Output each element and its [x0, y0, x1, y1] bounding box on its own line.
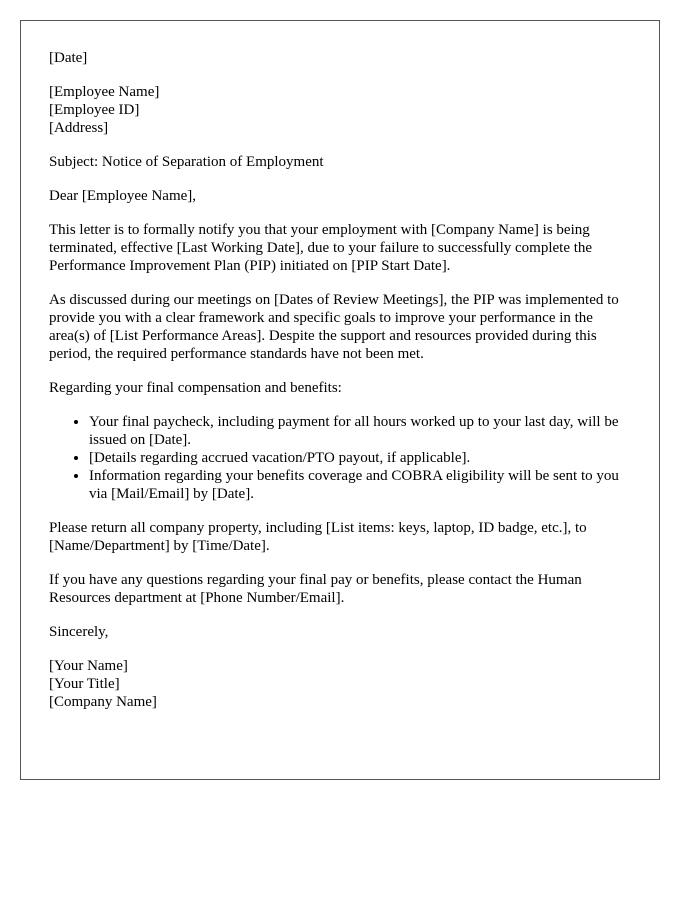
- signer-title: [Your Title]: [49, 676, 120, 692]
- letter-page: [20, 20, 660, 780]
- recipient-id: [Employee ID]: [49, 102, 140, 118]
- closing: Sincerely,: [49, 624, 109, 640]
- compensation-list: [49, 413, 635, 503]
- list-item: • [Details regarding accrued vacation/PTO payout, if applicable].: [89, 449, 635, 467]
- recipient-address: [Address]: [49, 120, 109, 136]
- subject-line: Subject: Notice of Separation of Employment: [49, 154, 324, 170]
- letter-date: [Date]: [49, 50, 88, 66]
- paragraph-questions: If you have any questions regarding your final pay or benefits, please contact the Human Resources department at [Phone Number/Email].: [49, 572, 582, 606]
- paragraph-company-property: Please return all company property, including [List items: keys, laptop, ID badge, etc.], to [Name/Department] by [Time/Date].: [49, 520, 587, 554]
- date-line: [49, 49, 635, 67]
- recipient-block: [49, 83, 635, 137]
- paragraph-compensation-intro: Regarding your final compensation and benefits:: [49, 380, 342, 396]
- letter-body: [49, 49, 635, 727]
- list-item: • Information regarding your benefits coverage and COBRA eligibility will be sent to you via [Mail/Email] by [Date].: [89, 467, 635, 503]
- signer-name: [Your Name]: [49, 658, 128, 674]
- salutation: Dear [Employee Name],: [49, 188, 197, 204]
- signature-block: [49, 657, 635, 711]
- paragraph-termination-notice: This letter is to formally notify you that your employment with [Company Name] is being terminated, effective [Last Working Date], due to your failure to successfully complete the Performance Improvement Plan (PIP) initiated on [PIP Start Date].: [49, 222, 593, 274]
- list-item: • Your final paycheck, including payment for all hours worked up to your last day, will be issued on [Date].: [89, 413, 635, 449]
- paragraph-pip-details: As discussed during our meetings on [Dates of Review Meetings], the PIP was implemented to provide you with a clear framework and specific goals to improve your performance in the area(s) of [List Performance Areas]. Despite the support and resources provided during this period, the required performance standards have not been met.: [49, 292, 619, 362]
- recipient-name: [Employee Name]: [49, 84, 160, 100]
- signer-company: [Company Name]: [49, 694, 157, 710]
